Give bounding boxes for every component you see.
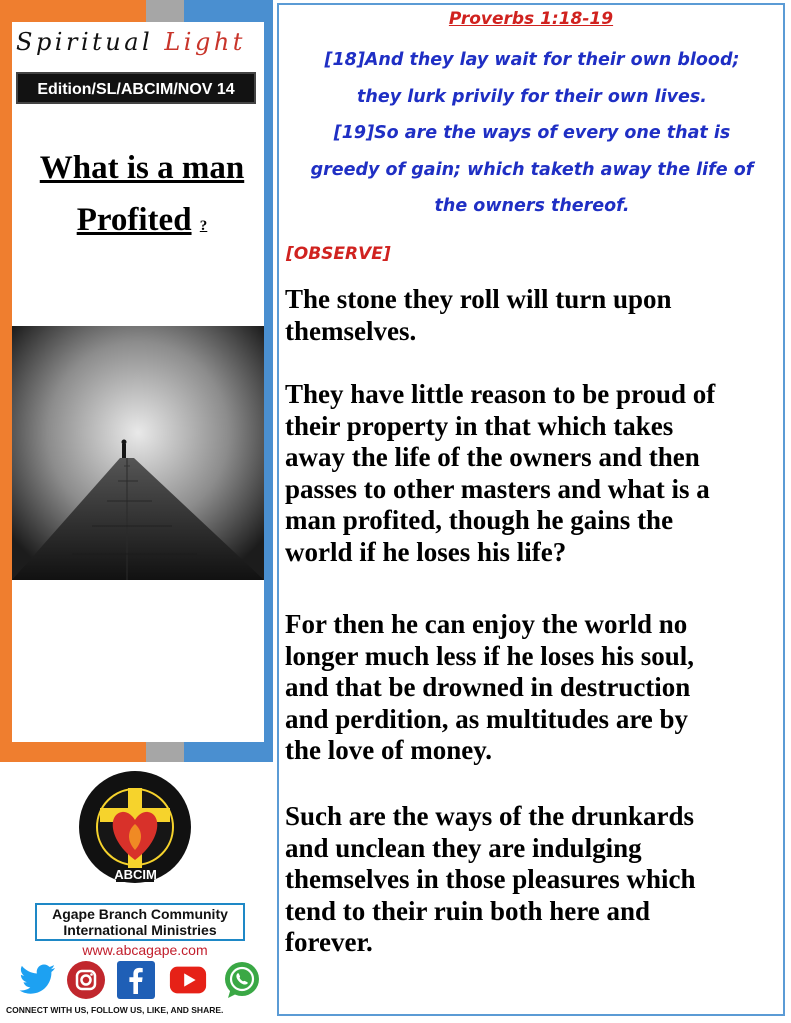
pier-image [12,326,264,580]
youtube-icon[interactable] [168,960,208,1000]
brand-second-word: Light [164,28,246,56]
pier-photo [12,326,264,580]
instagram-icon[interactable] [66,960,106,1000]
verse-line: [18]And they lay wait for their own blood; [324,50,740,70]
heading-line-2: Profited [76,202,192,238]
scripture-reference: Proverbs 1:18-19 [448,9,614,29]
abcim-logo [78,768,193,886]
publication-title [16,28,262,56]
paragraph-3: For then he can enjoy the world no longer much less if he loses his soul, and that be drowned in destruction and perdition, as multitudes are by the love of money. [285,609,695,765]
twitter-icon[interactable] [18,960,58,1000]
person-silhouette [122,444,126,458]
facebook-icon[interactable] [116,960,156,1000]
organization-box [35,903,245,941]
observe-label: [OBSERVE] [286,244,391,264]
whatsapp-icon[interactable] [222,960,262,1000]
verse-line: [19]So are the ways of every one that is [333,123,731,143]
brand-first-word: Spiritual [16,28,154,56]
paragraph-2: They have little reason to be proud of their property in that which takes away the life of the owners and then passes to other masters and what is a man profited, though he gains the world if he loses his life? [285,379,716,567]
social-icons [14,958,274,1006]
paragraph-1: The stone they roll will turn upon themselves. [285,284,672,346]
organization-line-2: International Ministries [63,922,217,938]
website-link[interactable]: www.abcagape.com [82,942,208,958]
logo-badge: ABCIM [114,867,157,882]
edition-label: Edition/SL/ABCIM/NOV 14 [16,72,256,104]
scripture-verse [282,42,782,225]
verse-line: greedy of gain; which taketh away the life of [310,159,754,180]
heading-line-1: What is a man [39,150,245,186]
paragraph-4: Such are the ways of the drunkards and unclean they are indulging themselves in those pleasures which tend to their ruin both here and forever. [285,801,696,957]
heading-question-mark: ? [199,218,208,234]
verse-line: they lurk privily for their own lives. [357,86,707,107]
page-heading [14,142,270,252]
connect-tagline: CONNECT WITH US, FOLLOW US, LIKE, AND SHARE. [6,1005,224,1015]
organization-line-1: Agape Branch Community [52,906,228,922]
verse-line: the owners thereof. [434,196,630,216]
